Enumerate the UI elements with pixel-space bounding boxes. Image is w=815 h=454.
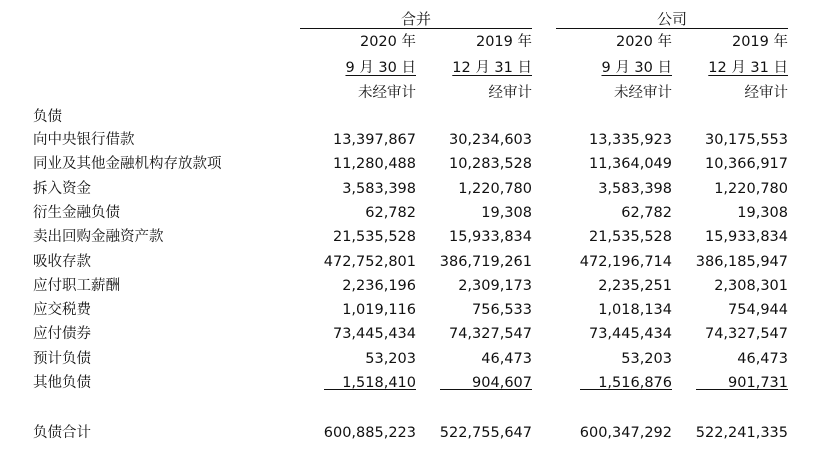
sum-rule — [440, 389, 532, 390]
row-value: 15,933,834 — [448, 229, 532, 245]
row-value: 53,203 — [365, 351, 416, 367]
row-value: 19,308 — [481, 205, 532, 221]
row-value: 1,018,134 — [598, 302, 672, 318]
column-year: 2020 年 — [359, 34, 416, 50]
column-date: 9 月 30 日 — [345, 60, 416, 76]
total-value: 522,241,335 — [695, 425, 788, 441]
row-value: 15,933,834 — [704, 229, 788, 245]
column-audit-status: 经审计 — [488, 85, 532, 101]
row-label: 其他负债 — [33, 375, 91, 391]
row-value: 74,327,547 — [448, 326, 532, 342]
row-value: 73,445,434 — [588, 326, 672, 342]
group-underline-consolidated — [300, 28, 532, 29]
column-date: 9 月 30 日 — [601, 60, 672, 76]
group-underline-company — [556, 28, 788, 29]
row-value: 2,236,196 — [342, 278, 416, 294]
row-value: 3,583,398 — [598, 181, 672, 197]
row-value: 53,203 — [621, 351, 672, 367]
sum-rule — [696, 389, 788, 390]
row-value: 1,220,780 — [458, 181, 532, 197]
group-header-company: 公司 — [656, 10, 687, 28]
row-value: 46,473 — [481, 351, 532, 367]
row-value: 19,308 — [737, 205, 788, 221]
row-value: 74,327,547 — [704, 326, 788, 342]
row-value: 3,583,398 — [342, 181, 416, 197]
row-value: 756,533 — [472, 302, 532, 318]
total-value: 600,347,292 — [579, 425, 672, 441]
column-year: 2019 年 — [475, 34, 532, 50]
row-value: 62,782 — [365, 205, 416, 221]
column-year: 2019 年 — [731, 34, 788, 50]
row-value: 472,196,714 — [579, 254, 672, 270]
row-label: 向中央银行借款 — [33, 132, 135, 148]
column-year: 2020 年 — [615, 34, 672, 50]
row-value: 1,516,876 — [598, 375, 672, 391]
row-value: 1,518,410 — [342, 375, 416, 391]
row-value: 2,308,301 — [714, 278, 788, 294]
row-value: 30,175,553 — [704, 132, 788, 148]
row-value: 1,220,780 — [714, 181, 788, 197]
row-value: 386,719,261 — [439, 254, 532, 270]
row-label: 应交税费 — [33, 302, 91, 318]
row-value: 472,752,801 — [323, 254, 416, 270]
row-value: 46,473 — [737, 351, 788, 367]
section-title: 负债 — [33, 109, 62, 125]
row-value: 10,283,528 — [448, 156, 532, 172]
row-value: 10,366,917 — [704, 156, 788, 172]
column-date: 12 月 31 日 — [452, 60, 532, 76]
row-value: 21,535,528 — [332, 229, 416, 245]
row-value: 73,445,434 — [332, 326, 416, 342]
row-value: 1,019,116 — [342, 302, 416, 318]
column-audit-status: 未经审计 — [614, 85, 672, 101]
row-label: 衍生金融负债 — [33, 205, 120, 221]
row-label: 同业及其他金融机构存放款项 — [33, 156, 222, 172]
row-value: 13,397,867 — [332, 132, 416, 148]
row-label: 卖出回购金融资产款 — [33, 229, 164, 245]
row-value: 754,944 — [728, 302, 788, 318]
column-audit-status: 经审计 — [744, 85, 788, 101]
total-label: 负债合计 — [33, 425, 91, 441]
total-value: 522,755,647 — [439, 425, 532, 441]
row-value: 386,185,947 — [695, 254, 788, 270]
row-value: 2,309,173 — [458, 278, 532, 294]
row-value: 62,782 — [621, 205, 672, 221]
row-value: 904,607 — [472, 375, 532, 391]
row-value: 13,335,923 — [588, 132, 672, 148]
row-label: 吸收存款 — [33, 254, 91, 270]
sum-rule — [324, 389, 416, 390]
row-label: 预计负债 — [33, 351, 91, 367]
row-label: 应付职工薪酬 — [33, 278, 120, 294]
column-audit-status: 未经审计 — [358, 85, 416, 101]
column-date: 12 月 31 日 — [708, 60, 788, 76]
row-label: 拆入资金 — [33, 181, 91, 197]
row-value: 2,235,251 — [598, 278, 672, 294]
row-value: 11,364,049 — [588, 156, 672, 172]
row-value: 11,280,488 — [332, 156, 416, 172]
group-header-consolidated: 合并 — [400, 10, 431, 28]
total-value: 600,885,223 — [323, 425, 416, 441]
row-value: 901,731 — [728, 375, 788, 391]
row-value: 30,234,603 — [448, 132, 532, 148]
sum-rule — [580, 389, 672, 390]
row-label: 应付债券 — [33, 326, 91, 342]
row-value: 21,535,528 — [588, 229, 672, 245]
